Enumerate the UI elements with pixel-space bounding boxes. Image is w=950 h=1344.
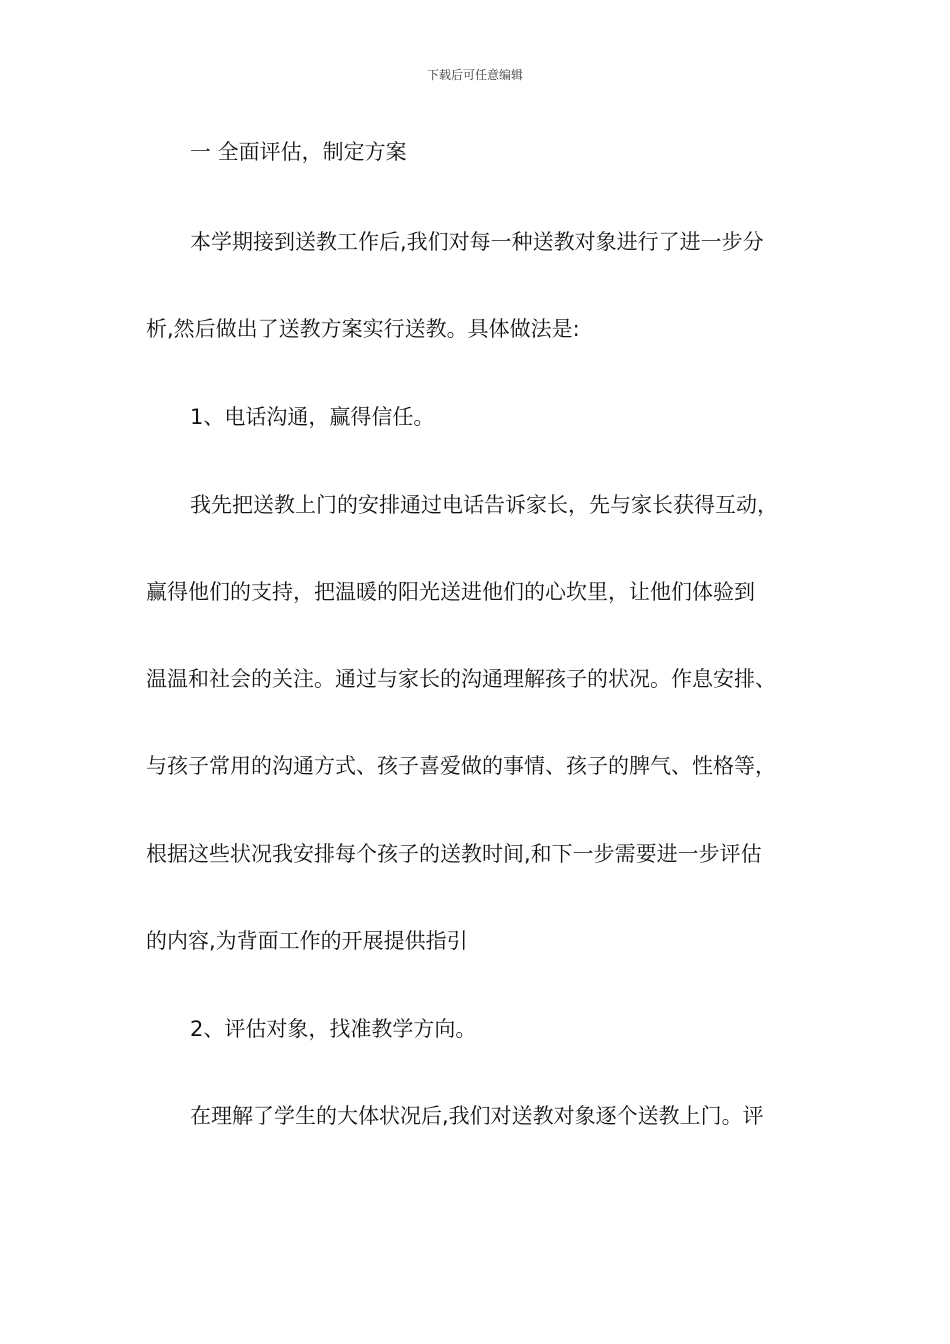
paragraph-line: 赢得他们的支持，把温暖的阳光送进他们的心坎里，让他们体验到: [146, 580, 755, 604]
paragraph-line: 我先把送教上门的安排通过电话告诉家长，先与家长获得互动，: [190, 493, 778, 517]
paragraph-line: 与孩子常用的沟通方式、孩子喜爱做的事情、孩子的脾气、性格等，: [146, 754, 776, 778]
subsection-heading: 2、评估对象，找准教学方向。: [190, 1017, 477, 1041]
paragraph-line: 在理解了学生的大体状况后,我们对送教对象逐个送教上门。评: [190, 1104, 764, 1128]
paragraph-line: 的内容,为背面工作的开展提供指引: [146, 929, 468, 953]
paragraph-line: 温温和社会的关注。通过与家长的沟通理解孩子的状况。作息安排、: [146, 667, 776, 691]
paragraph-line: 根据这些状况我安排每个孩子的送教时间,和下一步需要进一步评估: [146, 842, 762, 866]
section-heading: 一 全面评估，制定方案: [190, 140, 407, 164]
paragraph-line: 本学期接到送教工作后,我们对每一种送教对象进行了进一步分: [190, 230, 764, 254]
page-header: 下载后可任意编辑: [426, 68, 523, 82]
subsection-heading: 1、电话沟通，赢得信任。: [190, 405, 435, 429]
paragraph-line: 析,然后做出了送教方案实行送教。具体做法是:: [146, 317, 580, 341]
